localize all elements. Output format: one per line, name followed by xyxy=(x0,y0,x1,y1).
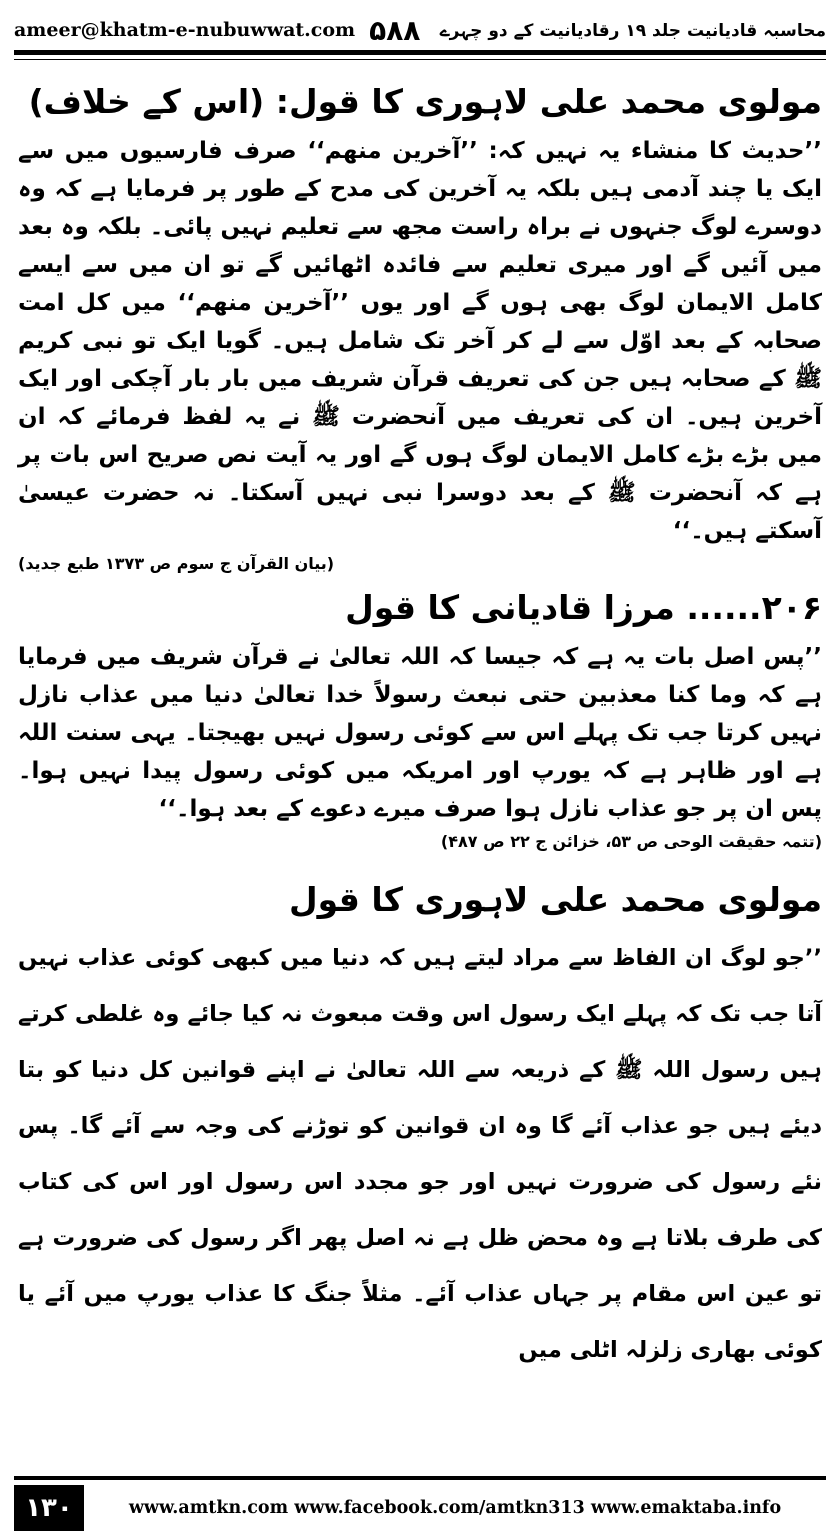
header-page-number: ۵۸۸ xyxy=(369,13,421,47)
footer-urls[interactable]: www.amtkn.com www.facebook.com/amtkn313 www.emaktaba.info xyxy=(128,1498,782,1518)
header-left xyxy=(14,14,420,47)
section-citation-2: (تتمہ حقیقت الوحی ص ۵۳، خزائن ج ۲۲ ص ۴۸۷) xyxy=(440,832,822,851)
page-content xyxy=(18,72,822,1464)
section-heading-2: ۲۰۶...... مرزا قادیانی کا قول xyxy=(345,588,822,627)
section-citation-1: (بیان القرآن ج سوم ص ۱۳۷۳ طبع جدید) xyxy=(18,554,335,573)
header-email[interactable]: ameer@khatm-e-nubuwwat.com xyxy=(14,19,356,41)
section-paragraph-3: ’’جو لوگ ان الفاظ سے مراد لیتے ہیں کہ دنیا میں کبھی کوئی عذاب نہیں آتا جب تک کہ پہلے ایک رسول اس وقت مبعوث نہ کیا جائے وہ غلطی کرتے ہیں رسول اللہ ﷺ کے ذریعہ سے اللہ تعالیٰ نے اپنے قوانین کل دنیا کو بتا دیئے ہیں جو عذاب آئے گا وہ ان قوانین کو توڑنے کی وجہ سے آئے گا۔ پس نئے رسول کی ضرورت نہیں اور جو مجدد اس رسول اور اس کی کتاب کی طرف بلاتا ہے وہ محض ظل ہے نہ اصل پھر اگر رسول کی ضرورت ہے تو عین اس مقام پر جہاں عذاب آئے۔ مثلاً جنگ کا عذاب یورپ میں آئے یا کوئی بھاری زلزلہ اٹلی میں xyxy=(18,945,822,1363)
section-heading-1: مولوی محمد علی لاہوری کا قول: (اس کے خلاف) xyxy=(28,82,822,121)
page-footer xyxy=(14,1476,826,1532)
section-spacer xyxy=(18,856,822,870)
section-paragraph-2: ’’پس اصل بات یہ ہے کہ جیسا کہ اللہ تعالیٰ نے قرآن شریف میں فرمایا ہے کہ وما کنا معذبین حتی نبعث رسولاً خدا تعالیٰ دنیا میں عذاب نازل نہیں کرتا جب تک پہلے اس سے کوئی رسول نہیں بھیجتا۔ یہی سنت اللہ ہے اور ظاہر ہے کہ یورپ اور امریکہ میں کوئی رسول پیدا نہیں ہوا۔ پس ان پر جو عذاب نازل ہوا صرف میرے دعوے کے بعد ہوا۔‘‘ xyxy=(18,644,822,822)
page-header xyxy=(14,10,826,55)
footer-page-number: ۱۳۰ xyxy=(14,1485,84,1531)
header-rule xyxy=(14,59,826,60)
section-heading-3: مولوی محمد علی لاہوری کا قول xyxy=(288,880,822,919)
running-head: محاسبہ قادیانیت جلد ۱۹ رقادیانیت کے دو چہرے xyxy=(439,20,826,41)
section-paragraph-1: ’’حدیث کا منشاء یہ نہیں کہ: ’’آخرین منھم‘‘ صرف فارسیوں میں سے ایک یا چند آدمی ہیں بلکہ یہ آخرین کی مدح کے طور پر فرمایا ہے کہ وہ دوسرے لوگ جنہوں نے براہ راست مجھ سے تعلیم نہیں پائی۔ بلکہ وہ بعد میں آئیں گے اور میری تعلیم سے فائدہ اٹھائیں گے تو ان میں سے ایسے کامل الایمان لوگ بھی ہوں گے اور یوں ’’آخرین منھم‘‘ میں کل امت صحابہ کے بعد اوّل سے لے کر آخر تک شامل ہیں۔ گویا ایک تو نبی کریم ﷺ کے صحابہ ہیں جن کی تعریف قرآن شریف میں بار بار آچکی اور ایک آخرین ہیں۔ ان کی تعریف میں آنحضرت ﷺ نے یہ لفظ فرمائے کہ ان میں بڑے بڑے کامل الایمان لوگ ہوں گے اور یہ آیت نص صریح اس بات پر ہے کہ آنحضرت ﷺ کے بعد دوسرا نبی نہیں آسکتا۔ نہ حضرت عیسیٰ آسکتے ہیں۔‘‘ xyxy=(18,138,822,544)
